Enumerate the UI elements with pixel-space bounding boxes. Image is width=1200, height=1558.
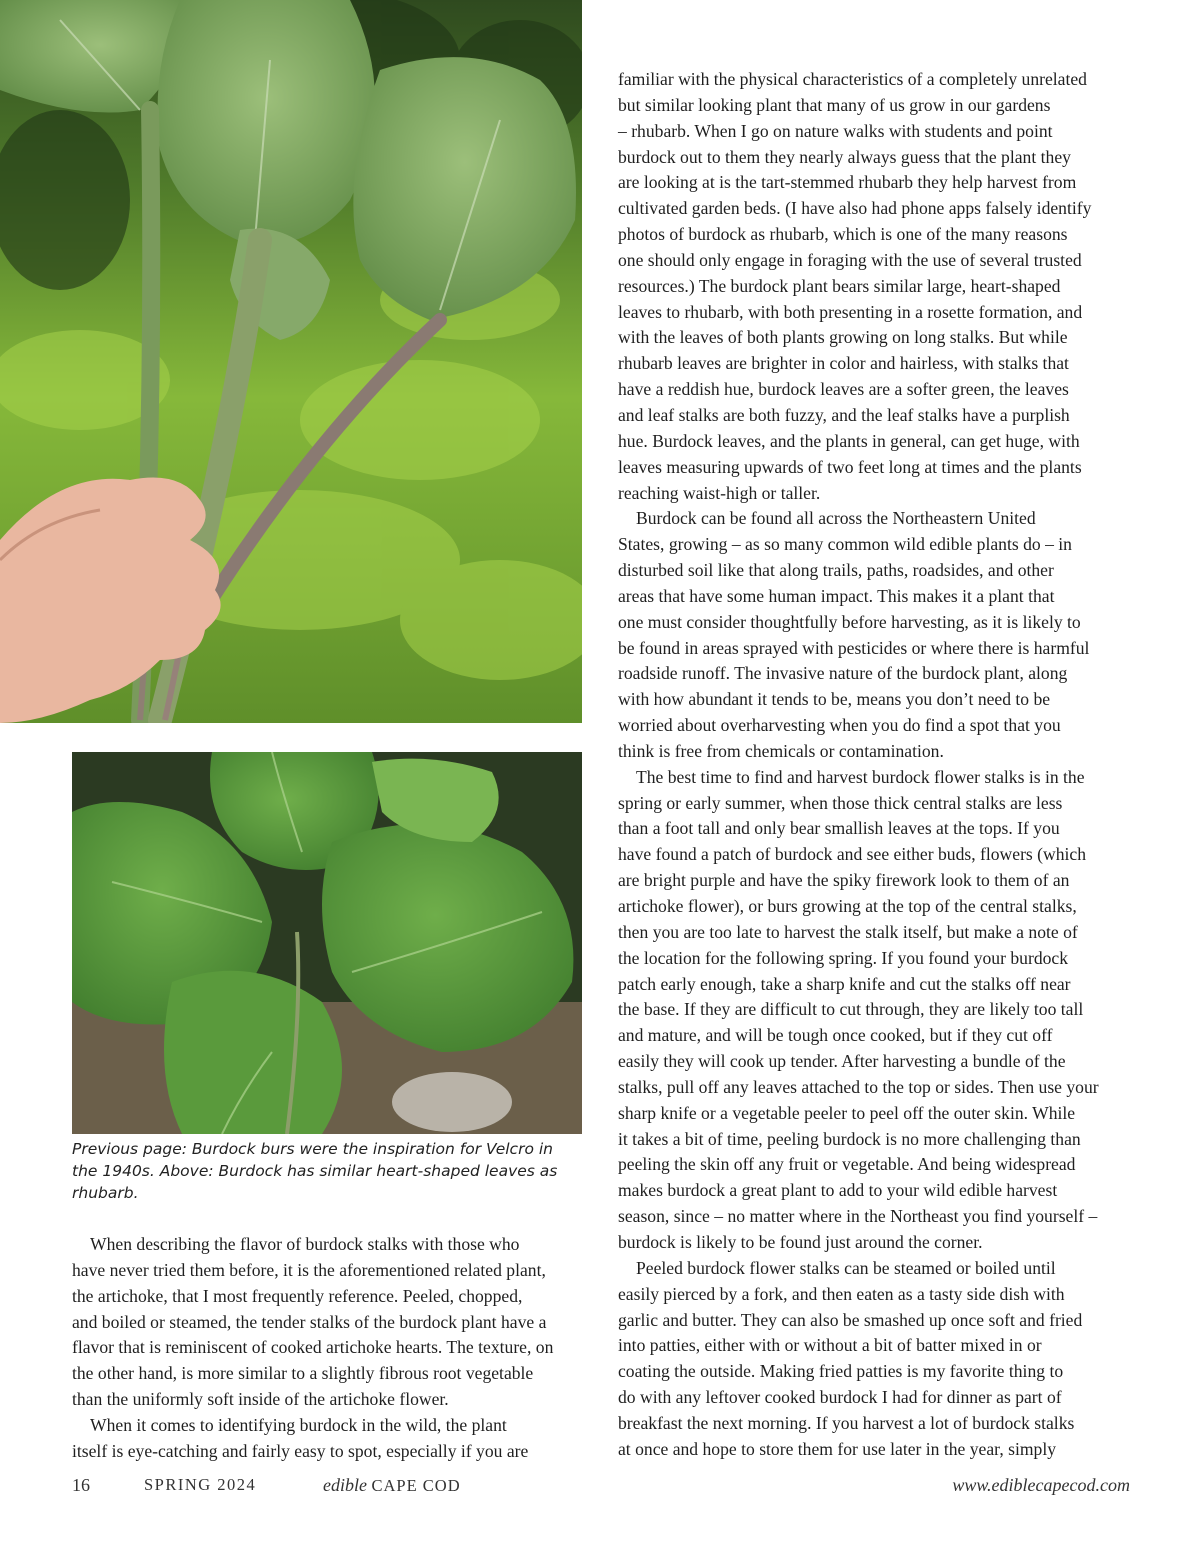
burdock-stalks-held-in-hand-photo <box>0 0 582 723</box>
burdock-rosette-leaves-photo <box>72 752 582 1134</box>
page-footer <box>72 1475 1130 1501</box>
paragraph: The best time to find and harvest burdock flower stalks is in the spring or early summer, when those thick central stalks are less than a foot tall and only bear smallish leaves at the tops. If you have found a patch of burdock and see either buds, flowers (which are bright purple and have the spiky firework look to them of an artichoke flower), or burs growing at the top of the central stalks, then you are too late to harvest the stalk itself, but make a note of the location for the following spring. If you found your burdock patch early enough, take a sharp knife and cut the stalks off near the base. If they are difficult to cut through, they are likely too tall and mature, and will be tough once cooked, but if they cut off easily they will cook up tender. After harvesting a bundle of the stalks, pull off any leaves attached to the top or sides. Then use your sharp knife or a vegetable peeler to peel off the outer skin. While it takes a bit of time, peeling burdock is no more challenging than peeling the skin off any fruit or vegetable. And being widespread makes burdock a great plant to add to your wild edible harvest season, since – no matter where in the Northeast you find yourself – burdock is likely to be found just around the corner. <box>618 766 1099 1252</box>
paragraph: Peeled burdock flower stalks can be steamed or boiled until easily pierced by a fork, and then eaten as a tasty side dish with garlic and butter. They can also be smashed up once soft and fried into patties, either with or without a bit of batter mixed in or coating the outside. Making fried patties is my favorite thing to do with any leftover cooked burdock I had for dinner as part of breakfast the next morning. If you harvest a lot of burdock stalks at once and hope to store them for use later in the year, simply <box>618 1257 1083 1459</box>
burdock-rosette-photo <box>72 752 582 1134</box>
page-number: 16 <box>72 1475 90 1495</box>
paragraph: When it comes to identifying burdock in the wild, the plant itself is eye-catching and fairly easy to spot, especially if you are <box>72 1414 529 1461</box>
magazine-name <box>323 1475 461 1496</box>
burdock-stalks-photo <box>0 0 582 723</box>
paragraph: Burdock can be found all across the Northeastern United States, growing – as so many common wild edible plants do – in disturbed soil like that along trails, paths, roadsides, and other areas that have some human impact. This makes it a plant that one must consider thoughtfully before harvesting, as it is likely to be found in areas sprayed with pesticides or where there is harmful roadside runoff. The invasive nature of the burdock plant, along with how abundant it tends to be, means you don’t need to be worried about overharvesting when you do find a spot that you think is free from chemicals or contamination. <box>618 508 1090 761</box>
right-text-column <box>618 67 1138 1463</box>
magazine-name-italic: edible <box>323 1475 367 1495</box>
website-url: www.ediblecapecod.com <box>952 1475 1130 1495</box>
photo-caption: Previous page: Burdock burs were the inspiration for Velcro in the 1940s. Above: Burdock has similar heart-shaped leaves as rhubarb. <box>72 1140 558 1202</box>
left-text-column <box>72 1232 584 1465</box>
issue-date: SPRING 2024 <box>144 1475 257 1494</box>
paragraph: When describing the flavor of burdock stalks with those who have never tried them before, it is the aforementioned related plant, the artichoke, that I most frequently reference. Peeled, chopped, and boiled or steamed, the tender stalks of the burdock plant have a flavor that is reminiscent of cooked artichoke hearts. The texture, on the other hand, is more similar to a slightly fibrous root vegetable than the uniformly soft inside of the artichoke flower. <box>72 1234 554 1410</box>
paragraph: familiar with the physical characteristics of a completely unrelated but similar looking plant that many of us grow in our gardens – rhubarb. When I go on nature walks with students and point burdock out to them they nearly always guess that the plant they are looking at is the tart-stemmed rhubarb they help harvest from cultivated garden beds. (I have also had phone apps falsely identify photos of burdock as rhubarb, which is one of the many reasons one should only engage in foraging with the use of several trusted resources.) The burdock plant bears similar large, heart-shaped leaves to rhubarb, with both presenting in a rosette formation, and with the leaves of both plants growing on long stalks. But while rhubarb leaves are brighter in color and hairless, with stalks that have a reddish hue, burdock leaves are a softer green, the leaves and leaf stalks are both fuzzy, and the leaf stalks have a purplish hue. Burdock leaves, and the plants in general, can get huge, with leaves measuring upwards of two feet long at times and the plants reaching waist-high or taller. <box>618 69 1092 503</box>
magazine-name-caps: CAPE COD <box>371 1476 461 1495</box>
